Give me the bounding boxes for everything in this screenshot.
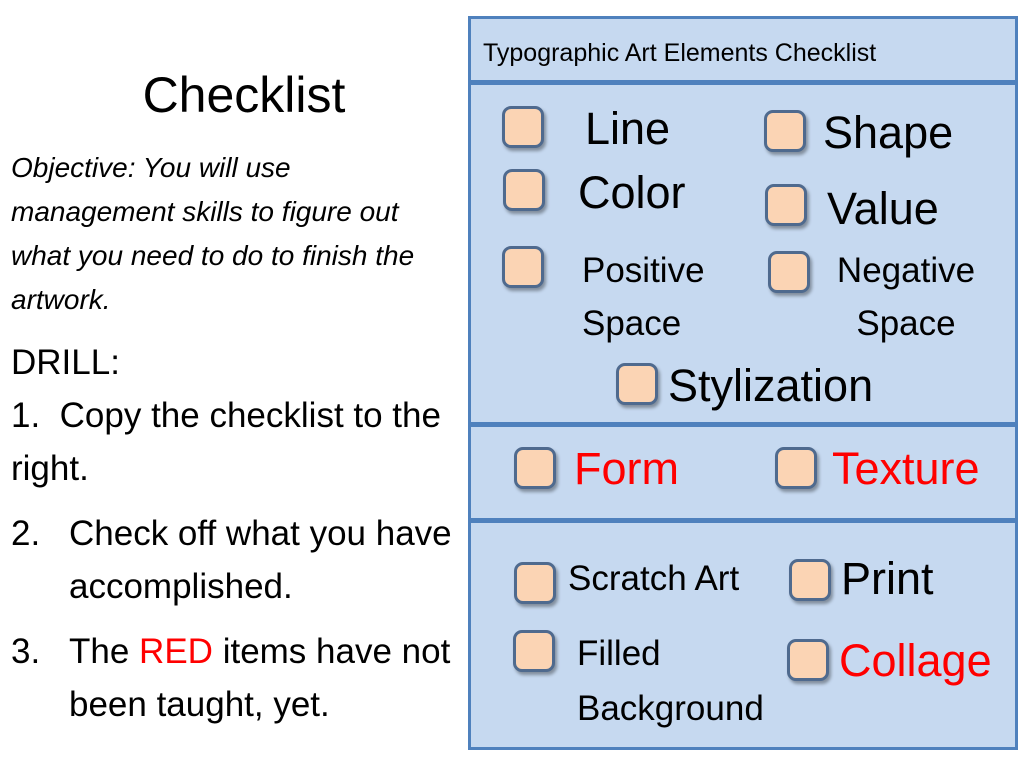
checkbox-color[interactable]	[503, 169, 545, 211]
slide-title: Checklist	[142, 67, 346, 123]
checkbox-shape[interactable]	[764, 110, 806, 152]
label-color: Color	[578, 167, 686, 218]
label-texture: Texture	[832, 443, 980, 494]
label-filled-background: Filled Background	[577, 634, 764, 728]
drill-step-3	[11, 625, 466, 731]
checkbox-filled-background[interactable]	[513, 630, 555, 672]
section-divider-1	[471, 422, 1015, 427]
drill-step-3-text-after: items have not been taught, yet.	[69, 632, 451, 724]
label-negative-space: Negative Space	[836, 251, 976, 343]
drill-step-2-number: 2.	[11, 514, 41, 553]
label-form: Form	[574, 443, 679, 494]
checkbox-print[interactable]	[789, 559, 831, 601]
checkbox-texture[interactable]	[775, 447, 817, 489]
section-divider-2	[471, 518, 1015, 523]
drill-step-2-text: Check off what you have accomplished.	[69, 514, 452, 606]
drill-step-3-text-before: The	[69, 632, 130, 671]
label-value: Value	[827, 183, 939, 234]
label-stylization: Stylization	[668, 360, 874, 411]
checkbox-form[interactable]	[514, 447, 556, 489]
checkbox-stylization[interactable]	[616, 363, 658, 405]
drill-heading: DRILL:	[11, 343, 120, 382]
drill-step-3-number: 3.	[11, 632, 41, 671]
checklist-panel	[468, 16, 1018, 750]
checkbox-negative-space[interactable]	[768, 251, 810, 293]
checkbox-line[interactable]	[502, 106, 544, 148]
checkbox-collage[interactable]	[787, 639, 829, 681]
label-print: Print	[841, 553, 934, 604]
drill-section	[11, 336, 466, 731]
checkbox-value[interactable]	[765, 184, 807, 226]
label-positive-space: Positive Space	[582, 251, 705, 343]
drill-step-1	[11, 389, 466, 495]
drill-step-2	[11, 507, 466, 613]
label-collage: Collage	[839, 635, 992, 686]
drill-step-1-text: Copy the checklist to the right.	[11, 396, 441, 488]
drill-step-3-highlight: RED	[139, 632, 213, 671]
objective-text: Objective: You will use management skills to figure out what you need to do to finish the artwork.	[11, 152, 415, 315]
checkbox-positive-space[interactable]	[502, 246, 544, 288]
checklist-title: Typographic Art Elements Checklist	[471, 19, 1015, 85]
label-line: Line	[585, 103, 671, 154]
drill-step-1-number: 1.	[11, 396, 41, 435]
label-scratch-art: Scratch Art	[568, 559, 740, 598]
checkbox-scratch-art[interactable]	[514, 562, 556, 604]
label-shape: Shape	[823, 107, 954, 158]
